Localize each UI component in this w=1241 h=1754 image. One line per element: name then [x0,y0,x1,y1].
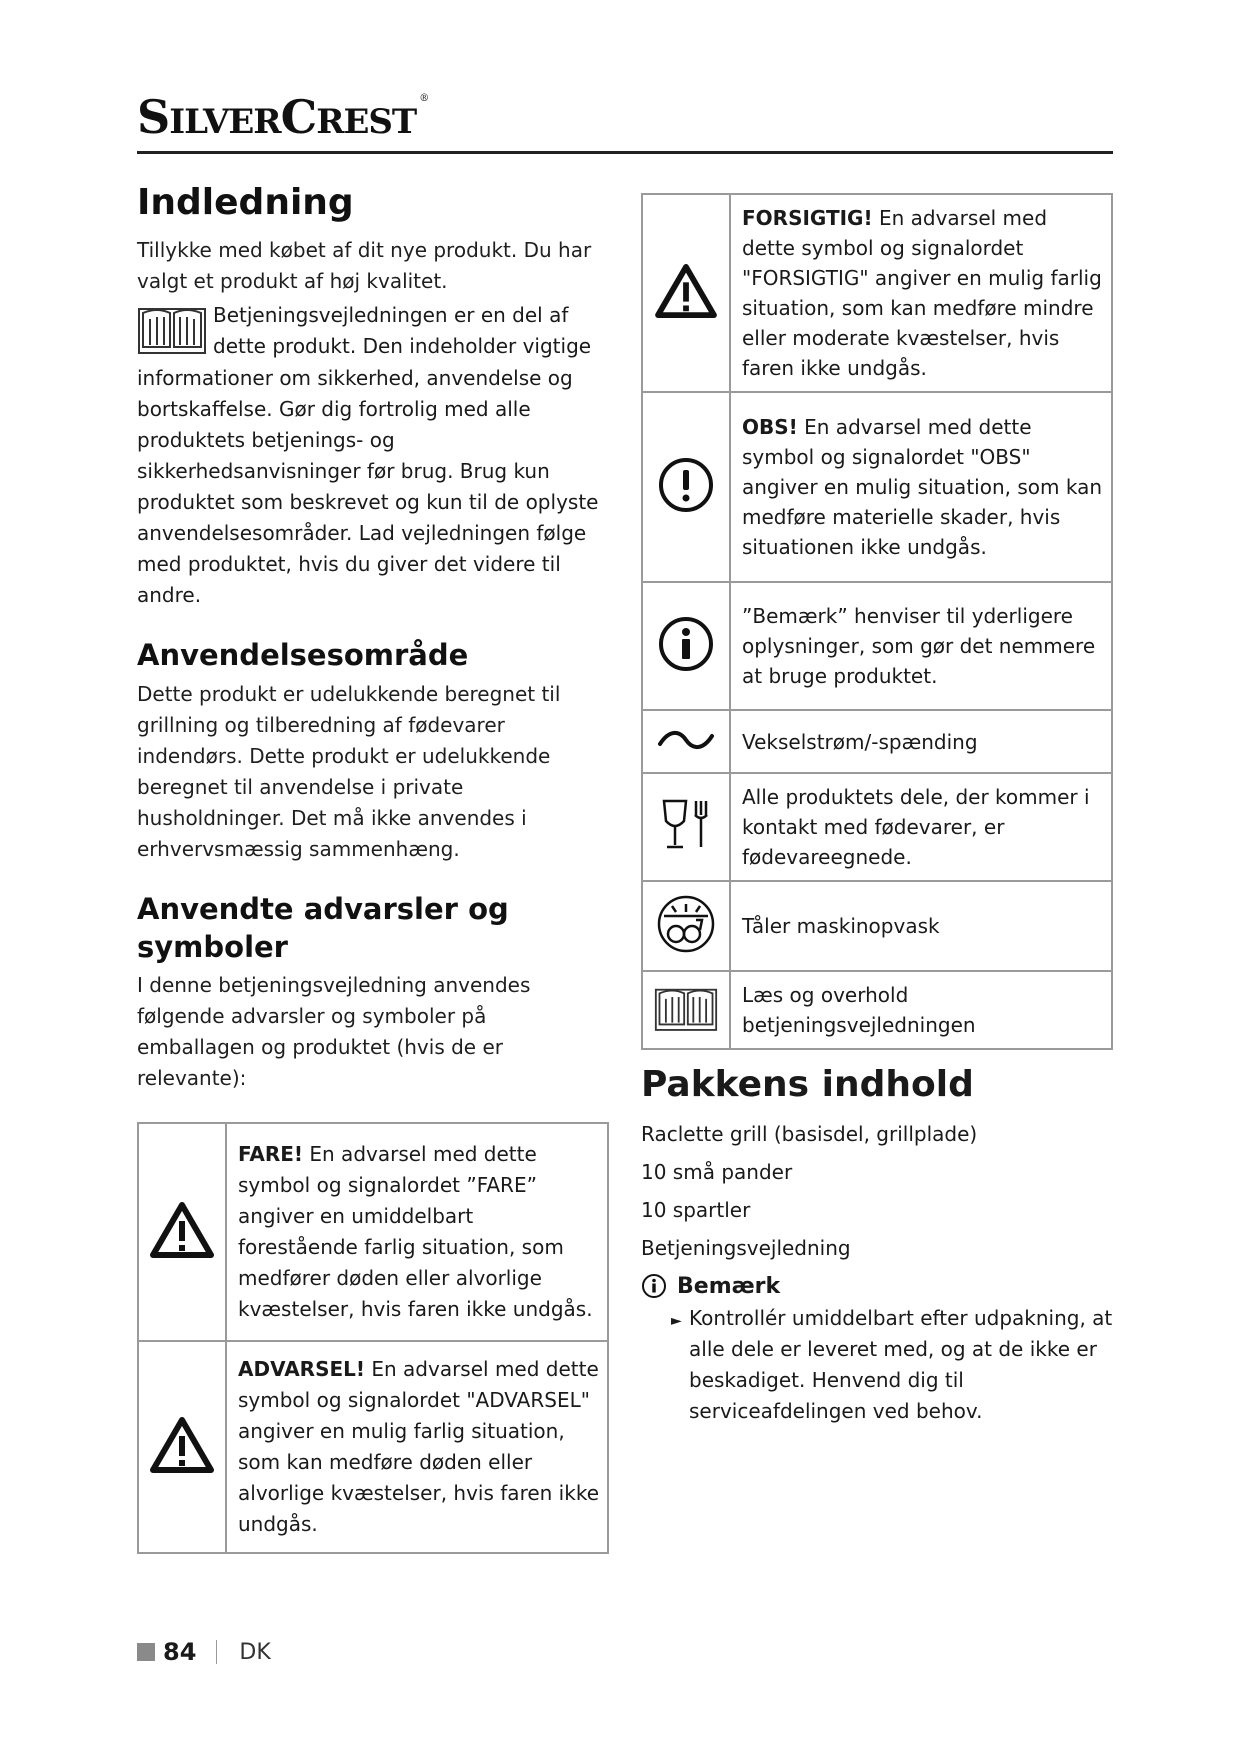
footer-divider [216,1640,217,1664]
book-icon [137,301,213,363]
signal-obs: OBS! [742,415,798,439]
exclamation-circle-icon [657,456,715,514]
table-row [642,881,1112,971]
table-row [138,1123,608,1341]
warning-triangle-icon [655,264,717,318]
obs-text: En advarsel med dette symbol og signalordet "OBS" angiver en mulig situation, som kan medføre materielle skader, hvis situationen ikke undgås. [742,415,1102,559]
ac-text: Vekselstrøm/-spænding [730,710,1112,773]
page-header [137,84,1113,154]
warning-triangle-icon [150,1417,214,1473]
dishwasher-icon [656,894,716,954]
symbols-table [641,193,1113,1050]
book-text: Betjeningsvejledningen er en del af dette produkt. Den indeholder vigtige [213,303,592,359]
intro-title: Indledning [137,182,354,223]
ac-current-icon [657,728,715,752]
page-footer [137,1638,271,1666]
dishwasher-text: Tåler maskinopvask [730,881,1112,971]
advarsel-text: En advarsel med dette symbol og signalordet "ADVARSEL" angiver en mulig farlig situation, som kan medføre døden eller alvorlige kvæstelser, hvis faren ikke undgås. [238,1357,599,1537]
intro-paragraph-1: Tillykke med købet af dit nye produkt. Du har valgt et produkt af høj kvalitet. [137,238,592,294]
language-code: DK [239,1639,271,1665]
table-row [642,710,1112,773]
note-text: Kontrollér umiddelbart efter udpakning, at alle dele er leveret med, og at de ikke er beskadiget. Henvend dig til serviceafdelingen ved behov. [689,1306,1113,1424]
note-symbol-text: ”Bemærk” henviser til yderligere oplysninger, som gør det nemmere at bruge produktet. [730,582,1112,710]
signal-advarsel: ADVARSEL! [238,1357,366,1382]
list-item: 10 små pander [641,1160,793,1185]
intro-manual-note [137,300,609,363]
table-row [138,1341,608,1553]
info-circle-icon [641,1273,667,1299]
table-row [642,194,1112,392]
intro-paragraph-2: informationer om sikkerhed, anvendelse og bortskaffelse. Gør dig fortrolig med alle produktets betjenings- og sikkerhedsanvisninger før brug. Brug kun produktet som beskrevet og kun til de oplyste anvendelsesområder. Lad vejledningen følge med produktet, hvis du giver det videre til andre. [137,366,599,608]
table-row [642,582,1112,710]
note-title: Bemærk [677,1273,781,1299]
book-icon [654,982,718,1034]
warnings-paragraph: I denne betjeningsvejledning anvendes følgende advarsler og symboler på emballagen og produktet (hvis de er relevante): [137,973,531,1091]
right-column [641,193,1113,1427]
warning-triangle-icon [150,1202,214,1258]
left-column [137,182,609,1554]
brand-logo: SILVERCREST® [137,90,429,144]
fare-text: En advarsel med dette symbol og signalordet ”FARE” angiver en umiddelbart forestående farlig situation, som medfører døden eller alvorlige kvæstelser, hvis faren ikke undgås. [238,1142,593,1322]
table-row [642,971,1112,1049]
danger-warning-table [137,1122,609,1554]
usage-title: Anvendelsesområde [137,638,469,673]
list-item: 10 spartler [641,1198,751,1223]
food-safe-icon [660,797,712,853]
list-item: Raclette grill (basisdel, grillplade) [641,1122,978,1147]
page-number: 84 [163,1638,197,1666]
food-text: Alle produktets dele, der kommer i kontakt med fødevarer, er fødevareegnede. [730,773,1112,881]
signal-fare: FARE! [238,1142,304,1167]
signal-forsigtig: FORSIGTIG! [742,206,873,230]
usage-paragraph: Dette produkt er udelukkende beregnet til grillning og tilberedning af fødevarer indendørs. Dette produkt er udelukkende beregnet til anvendelse i private husholdninger. Det må ikke anvendes i erhvervsmæssig sammenhæng. [137,682,561,862]
table-row [642,392,1112,582]
info-circle-icon [657,615,715,673]
footer-square-icon [137,1643,155,1661]
forsigtig-text: En advarsel med dette symbol og signalordet "FORSIGTIG" angiver en mulig farlig situation, som kan medføre mindre eller moderate kvæstelser, hvis faren ikke undgås. [742,206,1102,380]
read-manual-text: Læs og overhold betjeningsvejledningen [730,971,1112,1049]
list-item: Betjeningsvejledning [641,1236,851,1261]
package-note [641,1273,1113,1427]
package-title: Pakkens indhold [641,1064,974,1105]
table-row [642,773,1112,881]
arrow-bullet-icon: ► [671,1313,682,1330]
warnings-title: Anvendte advarsler og symboler [137,892,509,964]
